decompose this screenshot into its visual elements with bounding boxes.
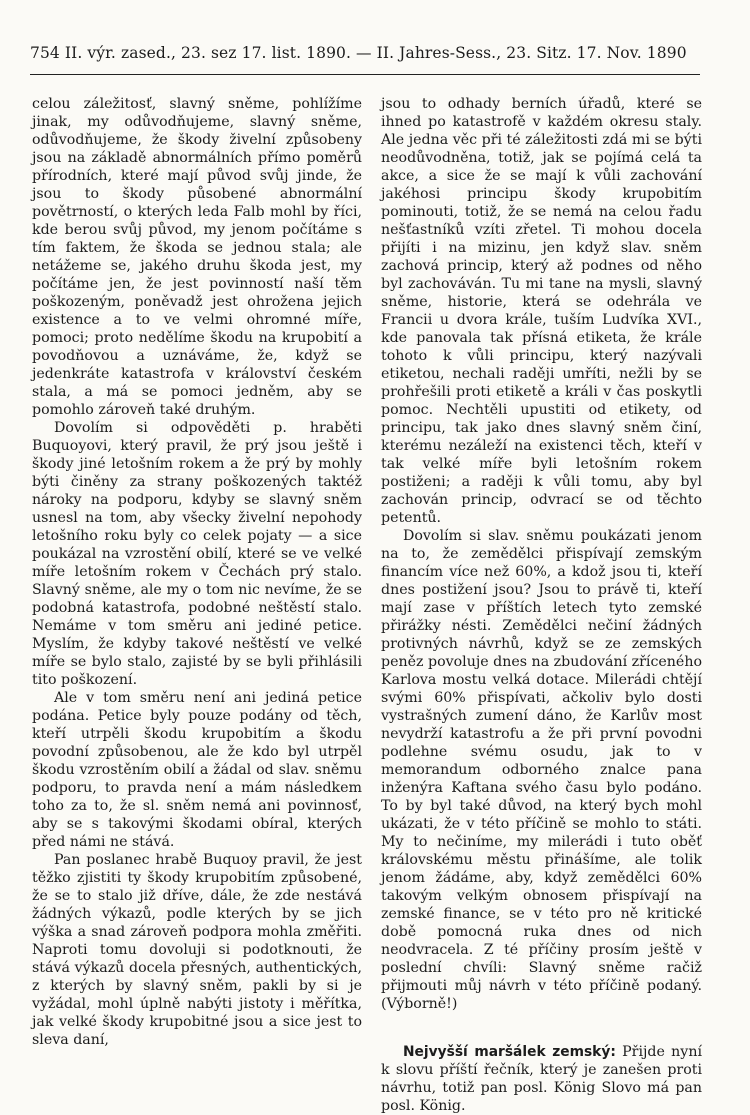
paragraph: celou záležitosť, slavný sněme, pohlížíme jinak, my odůvodňujeme, slavný sněme, odůvodňujeme, že škody živelní způsobeny jsou na základě abnormálních přímo poměrů přírodních, které mají původ svůj jinde, že jsou to škody působené abnormální povětrností, o kterých leda Falb mohl by říci, kde berou svůj původ, my jenom počítáme s tím faktem, že škoda se jednou stala; ale netážeme se, jakého druhu škoda jest, my počítáme jen, že jest povinností naší těm poškozeným, poněvadž jest ohrožena jejich existence a to ve velmi ohromné míře, pomoci; proto nedělíme škodu na krupobití a povodňovou a uznáváme, že, když se jedenkráte katastrofa v království českém stala, a má se pomoci jedněm, aby se pomohlo zároveň také druhým. bbox=[32, 96, 362, 418]
speaker-name: Nejvyšší maršálek zemský: bbox=[403, 1044, 616, 1060]
speaker-paragraph bbox=[381, 1043, 702, 1115]
speaker-text: Přijde nyní k slovu příští řečník, který je zanešen proti návrhu, totiž pan posl. König Slovo má pan posl. König. bbox=[381, 1044, 702, 1114]
paragraph: Dovolím si odpověděti p. hraběti Buquoyovi, který pravil, že prý jsou ještě i škody jiné letošním rokem a že prý by mohly býti činěny za strany poškozených taktéž nároky na podporu, kdyby se slavný sněm usnesl na tom, aby všecky živelní nepohody letošního roku byly co celek pojaty — a sice poukázal na vzrostění obilí, které se ve velké míře letošním rokem v Čechách prý stalo. Slavný sněme, ale my o tom nic nevíme, že se podobná katastrofa, podobné neštěstí stalo. Nemáme v tom směru ani jediné petice. Myslím, že kdyby takové neštěstí ve velké míře se bylo stalo, zajisté by se byli přihlásili tito poškození. bbox=[32, 420, 362, 688]
running-header: 754 II. výr. zased., 23. sez 17. list. 1890. — II. Jahres-Sess., 23. Sitz. 17. Nov. 1890 bbox=[30, 44, 687, 62]
paragraph: Ale v tom směru není ani jediná petice podána. Petice byly pouze podány od těch, kteří utrpěli škodu krupobitím a škodu povodní způsobenou, ale že kdo byl utrpěl škodu vzrostěním obilí a žádal od slav. sněmu podporu, to pravda není a mám následkem toho za to, že sl. sněm nemá ani povinnosť, aby se s takovými škodami obíral, kterých před námi ne stává. bbox=[32, 690, 362, 850]
paragraph: jsou to odhady berních úřadů, které se ihned po katastrofě v každém okresu staly. Ale jedna věc při té záležitosti zdá mi se býti neodůvodněna, totiž, jak se pojímá celá ta akce, a sice že se mají k vůli zachování jakéhosi principu škody krupobitím pominouti, totiž, že se nemá na celou řadu nešťastníků vzíti zřetel. Ti mohou docela přijíti i na mizinu, jen když slav. sněm zachová princip, který až podnes od něho byl zachováván. Tu mi tane na mysli, slavný sněme, historie, která se odehrála ve Francii u dvora krále, tuším Ludvíka XVI., kde panovala tak přísná etiketa, že krále tohoto k vůli principu, který nazývali etiketou, nechali raději umříti, nežli by se prohřešili proti etiketě a králi v čas poskytli pomoc. Nechtěli upustiti od etikety, od principu, tak jako dnes slavný sněm činí, kterému nezáleží na existenci těch, kteří v tak velké míře byli letošním rokem postiženi; a raději k vůli tomu, aby byl zachován princip, odvrací se od těchto petentů. bbox=[381, 96, 702, 526]
left-column bbox=[32, 95, 362, 1049]
right-column bbox=[381, 95, 702, 1115]
paragraph: Pan poslanec hrabě Buquoy pravil, že jest těžko zjistiti ty škody krupobitím způsobené, že se to stalo již dříve, dále, že zde nestává žádných výkazů, podle kterých by se jich výška a snad zároveň podpora mohla změřiti. Naproti tomu dovoluji si podotknouti, že stává výkazů docela přesných, authentických, z kterých by slavný sněm, pakli by si je vyžádal, mohl úplně nabýti jistoty i měřítka, jak velké škody krupobitné jsou a sice jest to sleva daní, bbox=[32, 852, 362, 1048]
paragraph: Dovolím si slav. sněmu poukázati jenom na to, že zemědělci přispívají zemským financím více než 60%, a kdož jsou ti, kteří dnes postižení jsou? Jsou to právě ti, kteří mají zase v příštích letech tyto zemské přirážky nésti. Zemědělci nečiní žádných protivných návrhů, když se ze zemských peněz povoluje dnes na zbudování zříceného Karlova mostu velká dotace. Milerádi chtějí svými 60% přispívati, ačkoliv bylo dosti vystrašných zumení dáno, že Karlův most nevydrží katastrofu a že při první povodni podlehne svému osudu, jak to v memorandum odborného znalce pana inženýra Kaftana svého času bylo podáno. To by byl také důvod, na který bych mohl ukázati, že v této příčině se mohlo to státi. My to nečiníme, my milerádi i tuto oběť královskému městu přinášíme, ale tolik jenom žádáme, aby, když zemědělci 60% takovým velkým obnosem přispívají na zemské finance, se v této pro ně kritické době pomocná ruka dnes od nich neodvracela. Z té příčiny prosím ještě v poslední chvíli: Slavný sněme račiž přijmouti můj návrh v této příčině podaný. (Výborně!) bbox=[381, 528, 702, 1012]
header-rule bbox=[30, 74, 700, 75]
